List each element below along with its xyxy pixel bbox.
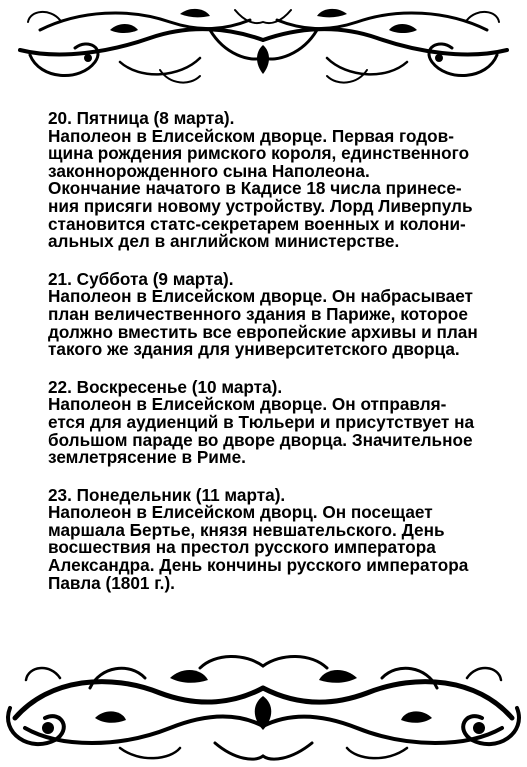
entry-line: план величественного здания в Париже, которое [48,303,468,324]
entry-heading: 21. Суббота (9 марта). [48,268,234,289]
entry-21 [48,268,518,360]
entry-line: Павла (1801 г.). [48,572,175,593]
document-body [48,110,518,612]
entry-line: Александра. День кончины русского императора [48,555,469,576]
entry-line: ния присяги новому устройству. Лорд Ливерпуль [48,195,473,216]
entry-22 [48,376,518,468]
entry-heading: 20. Пятница (8 марта). [48,108,235,128]
entry-20 [48,110,518,251]
entry-line: большом параде во дворе дворца. Значительное [48,429,473,450]
entry-line: Наполеон в Елисейском дворце. Он отправля- [48,394,447,415]
entry-line: ется для аудиенций в Тюльери и присутствует на [48,411,475,432]
entry-line: альных дел в английском министерстве. [48,231,400,252]
top-ornament-decoration [0,0,527,92]
entry-line: щина рождения римского короля, единственного [48,143,470,164]
entry-line: землетрясение в Риме. [48,447,246,468]
entry-heading: 22. Воскресенье (10 марта). [48,376,283,397]
entry-line: Окончание начатого в Кадисе 18 числа принесе- [48,178,462,199]
entry-heading: 23. Понедельник (11 марта). [48,484,286,505]
entry-line: маршала Бертье, князя невшательского. День [48,519,445,540]
entry-line: Наполеон в Елисейском дворц. Он посещает [48,502,433,523]
entry-line: законнорожденного сына Наполеона. [48,160,370,181]
entry-line: такого же здания для университетского дворца. [48,339,460,360]
entry-line: Наполеон в Елисейском дворце. Первая годов- [48,125,454,146]
entry-line: восшествия на престол русского императора [48,537,436,558]
entry-line: должно вместить все европейские архивы и план [48,321,478,342]
entry-line: Наполеон в Елисейском дворце. Он набрасывает [48,286,473,307]
entry-line: становится статс-секретарем военных и колони- [48,213,466,234]
bottom-ornament-decoration [0,648,527,767]
entry-23 [48,484,518,593]
